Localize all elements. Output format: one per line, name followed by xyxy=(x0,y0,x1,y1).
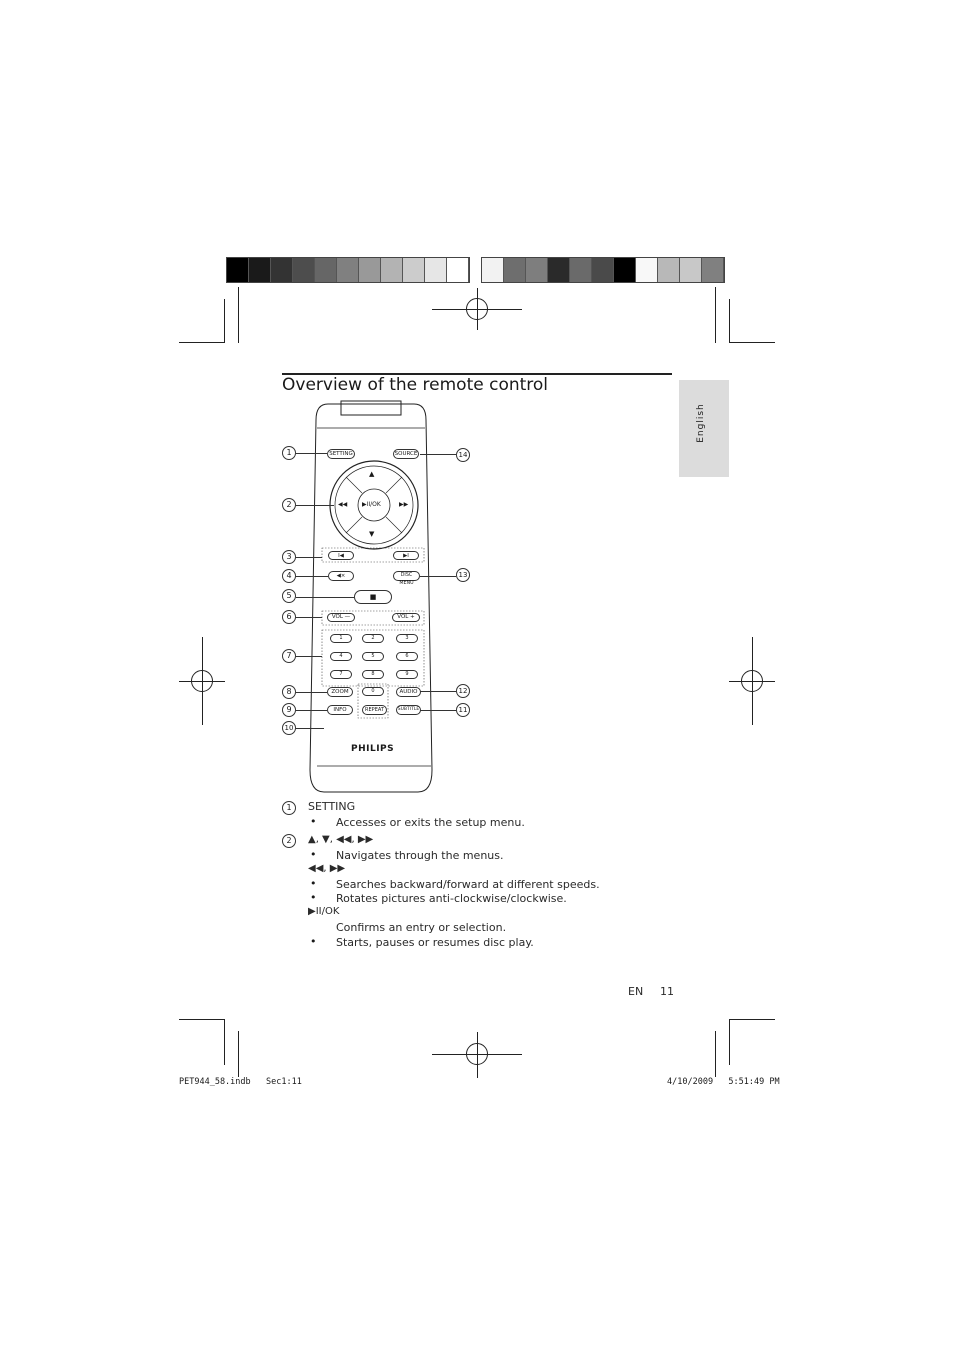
callout-line xyxy=(420,576,456,577)
callout-line xyxy=(296,692,327,693)
bullet: • xyxy=(310,935,317,948)
callout-line xyxy=(420,710,456,711)
crop-mark xyxy=(715,1031,716,1077)
color-swatch xyxy=(293,258,315,282)
callout-7: 7 xyxy=(282,649,296,663)
crop-mark xyxy=(179,1019,225,1020)
fast-forward-icon: ▶▶ xyxy=(399,501,409,508)
item-1-number: 1 xyxy=(282,801,296,815)
item-1-label: SETTING xyxy=(308,800,356,813)
registration-circle xyxy=(466,1043,488,1065)
info-button: INFO xyxy=(327,705,353,715)
bullet: • xyxy=(310,848,317,861)
color-bar-right xyxy=(481,257,725,283)
callout-line xyxy=(296,710,327,711)
page-language: EN xyxy=(628,985,644,998)
crop-mark xyxy=(715,287,716,343)
setting-button: SETTING xyxy=(327,449,355,459)
callout-line xyxy=(296,597,354,598)
color-swatch xyxy=(447,258,469,282)
crop-mark xyxy=(238,287,239,343)
repeat-button: REPEAT xyxy=(362,705,387,715)
print-file-info: PET944_58.indb Sec1:11 xyxy=(179,1077,302,1087)
color-bar-left xyxy=(226,257,470,283)
number-button-4: 4 xyxy=(330,652,352,661)
color-swatch xyxy=(227,258,249,282)
crop-mark xyxy=(224,299,225,343)
number-button-5: 5 xyxy=(362,652,384,661)
callout-2: 2 xyxy=(282,498,296,512)
callout-10: 10 xyxy=(282,721,296,735)
color-swatch xyxy=(381,258,403,282)
callout-line xyxy=(420,691,456,692)
registration-circle xyxy=(741,670,763,692)
callout-line xyxy=(296,505,334,506)
registration-circle xyxy=(466,298,488,320)
color-swatch xyxy=(425,258,447,282)
vol-plus-button: VOL + xyxy=(392,613,420,622)
item-2-sub1-bullet-2: Rotates pictures anti-clockwise/clockwise. xyxy=(336,892,567,905)
language-tab xyxy=(679,380,729,477)
number-button-0: 0 xyxy=(362,687,384,696)
number-button-9: 9 xyxy=(396,670,418,679)
zoom-button: ZOOM xyxy=(327,687,353,697)
callout-11: 11 xyxy=(456,703,470,717)
color-swatch xyxy=(592,258,614,282)
audio-button: AUDIO xyxy=(396,687,421,697)
crop-mark xyxy=(729,299,730,343)
number-button-1: 1 xyxy=(330,634,352,643)
bullet: • xyxy=(310,877,317,890)
color-swatch xyxy=(636,258,658,282)
callout-9: 9 xyxy=(282,703,296,717)
crop-mark xyxy=(729,342,775,343)
color-swatch xyxy=(271,258,293,282)
stop-button: ■ xyxy=(354,590,392,604)
item-2-sub2-label: ▶II/OK xyxy=(308,906,340,917)
callout-4: 4 xyxy=(282,569,296,583)
item-2-sub1-bullet-1: Searches backward/forward at different speeds. xyxy=(336,878,600,891)
color-swatch xyxy=(359,258,381,282)
page-number: 11 xyxy=(660,985,674,998)
number-button-3: 3 xyxy=(396,634,418,643)
language-tab-label: English xyxy=(695,403,706,443)
page-title: Overview of the remote control xyxy=(282,375,549,395)
item-2-sub2-line: Confirms an entry or selection. xyxy=(336,921,507,934)
callout-line xyxy=(296,656,322,657)
crop-mark xyxy=(729,1019,730,1065)
vol-minus-button: VOL — xyxy=(327,613,355,622)
callout-line xyxy=(296,728,324,729)
rewind-icon: ◀◀ xyxy=(338,501,348,508)
item-2-number: 2 xyxy=(282,834,296,848)
next-button: ▶I xyxy=(393,551,419,560)
callout-line xyxy=(296,576,328,577)
color-swatch xyxy=(504,258,526,282)
down-arrow-icon: ▼ xyxy=(369,530,375,538)
color-swatch xyxy=(658,258,680,282)
callout-1: 1 xyxy=(282,446,296,460)
item-2-sub1-label: ◀◀, ▶▶ xyxy=(308,863,346,874)
color-swatch xyxy=(702,258,724,282)
previous-button: I◀ xyxy=(328,551,354,560)
registration-circle xyxy=(191,670,213,692)
callout-line xyxy=(420,454,456,455)
color-swatch xyxy=(548,258,570,282)
bullet: • xyxy=(310,891,317,904)
print-date-info: 4/10/2009 5:51:49 PM xyxy=(667,1077,780,1087)
callout-6: 6 xyxy=(282,610,296,624)
number-button-7: 7 xyxy=(330,670,352,679)
play-ok-button: ▶II/OK xyxy=(362,501,381,508)
item-2-label: ▲, ▼, ◀◀, ▶▶ xyxy=(308,834,374,845)
color-swatch xyxy=(570,258,592,282)
number-button-6: 6 xyxy=(396,652,418,661)
callout-line xyxy=(296,557,322,558)
crop-mark xyxy=(729,1019,775,1020)
crop-mark xyxy=(179,342,225,343)
bullet: • xyxy=(310,815,317,828)
callout-line xyxy=(296,453,327,454)
color-swatch xyxy=(315,258,337,282)
mute-button: ◀× xyxy=(328,571,354,581)
callout-14: 14 xyxy=(456,448,470,462)
item-2-bullet: Navigates through the menus. xyxy=(336,849,504,862)
color-swatch xyxy=(482,258,504,282)
color-swatch xyxy=(526,258,548,282)
brand-logo: PHILIPS xyxy=(351,744,395,754)
callout-12: 12 xyxy=(456,684,470,698)
crop-mark xyxy=(238,1031,239,1077)
callout-13: 13 xyxy=(456,568,470,582)
crop-mark xyxy=(224,1019,225,1065)
item-2-sub2-bullet: Starts, pauses or resumes disc play. xyxy=(336,936,534,949)
color-swatch xyxy=(680,258,702,282)
callout-8: 8 xyxy=(282,685,296,699)
callout-5: 5 xyxy=(282,589,296,603)
disc-menu-button: DISC MENU xyxy=(393,571,420,581)
number-button-2: 2 xyxy=(362,634,384,643)
up-arrow-icon: ▲ xyxy=(369,470,375,478)
item-1-bullet: Accesses or exits the setup menu. xyxy=(336,816,525,829)
callout-line xyxy=(296,617,322,618)
subtitle-button: SUBTITLE xyxy=(396,705,421,715)
color-swatch xyxy=(403,258,425,282)
color-swatch xyxy=(614,258,636,282)
number-button-8: 8 xyxy=(362,670,384,679)
callout-3: 3 xyxy=(282,550,296,564)
color-swatch xyxy=(249,258,271,282)
color-swatch xyxy=(337,258,359,282)
source-button: SOURCE xyxy=(394,451,418,457)
